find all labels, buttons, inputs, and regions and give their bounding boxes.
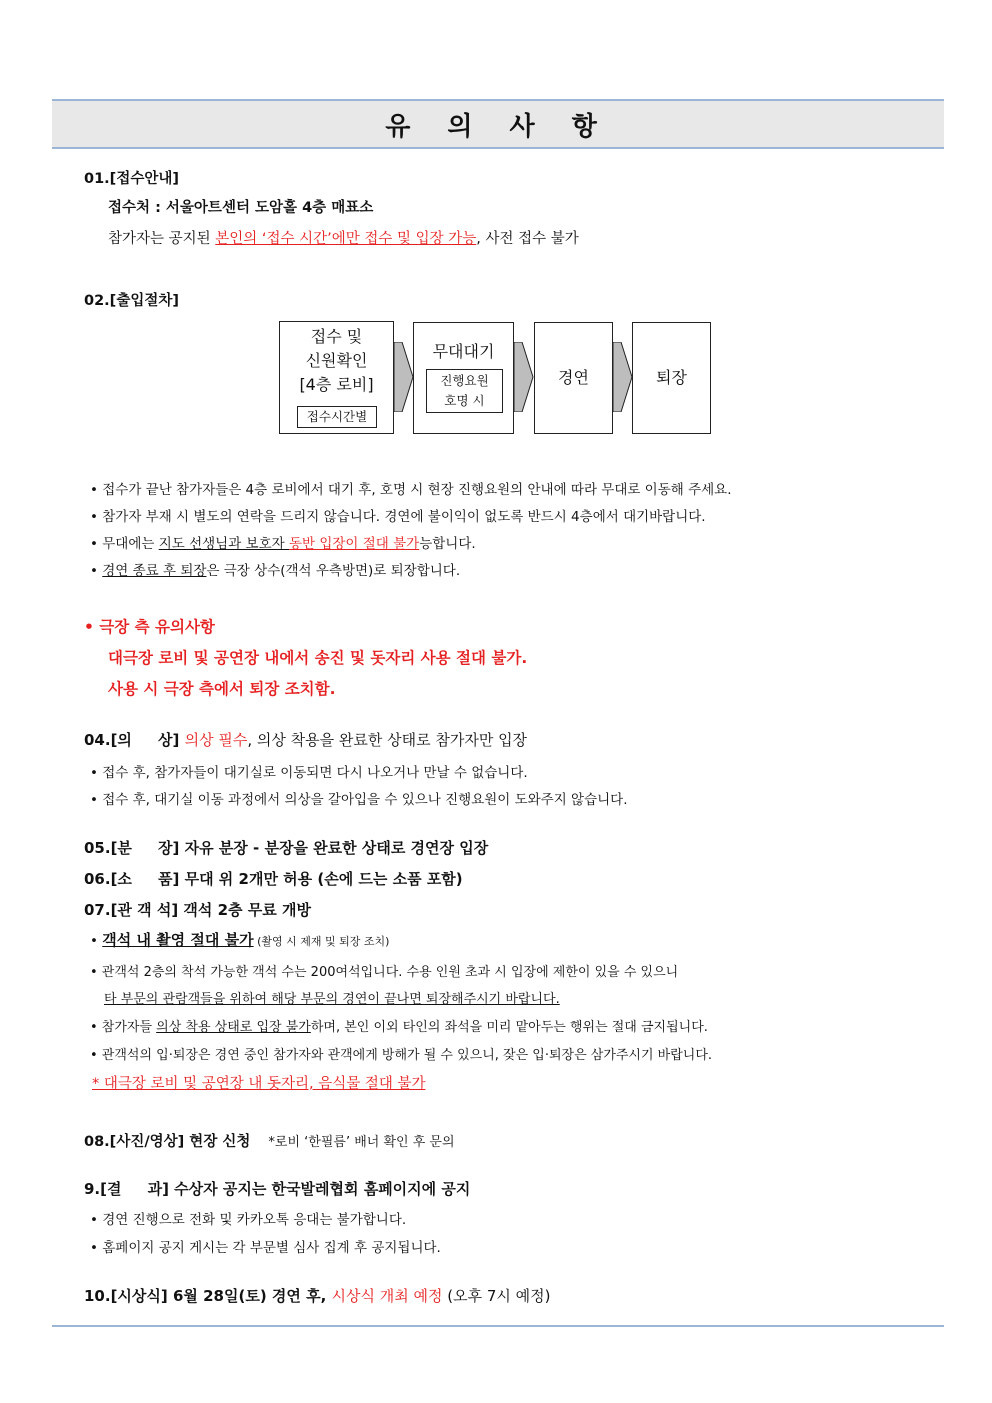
audience-bullet-3: • 참가자들 의상 착용 상태로 입장 불가하며, 본인 이외 타인의 좌석을 미리 맡아두는 행위는 절대 금지됩니다.: [90, 1020, 708, 1035]
results-bullet-1: • 경연 진행으로 전화 및 카카오톡 응대는 불가합니다.: [90, 1212, 407, 1228]
section-02-heading: 02.[출입절차]: [84, 293, 179, 309]
procedure-bullet-3: • 무대에는 지도 선생님과 보호자 동반 입장이 절대 불가능합니다.: [90, 536, 476, 552]
theater-notice-line-1: 대극장 로비 및 공연장 내에서 송진 및 돗자리 사용 절대 불가.: [108, 649, 528, 667]
costume-bullet-2: • 접수 후, 대기실 이동 과정에서 의상을 갈아입을 수 있으나 진행요원이 도와주지 않습니다.: [90, 792, 628, 808]
flow-step-waiting-note: 진행요원 호명 시: [426, 369, 503, 413]
audience-bullet-2: • 관객석 2층의 착석 가능한 객석 수는 200여석입니다. 수용 인원 초과 시 입장에 제한이 있을 수 있으니: [90, 965, 679, 980]
audience-bullet-4: • 관객석의 입·퇴장은 경연 중인 참가자와 관객에게 방해가 될 수 있으니, 잦은 입·퇴장은 삼가주시기 바랍니다.: [90, 1048, 713, 1063]
flow-step-reception-note: 접수시간별: [297, 406, 377, 428]
flow-arrow-2: [514, 342, 534, 412]
section-01-heading: 01.[접수안내]: [84, 171, 179, 187]
theater-notice-line-2: 사용 시 극장 측에서 퇴장 조치함.: [108, 680, 336, 698]
flow-step-performance: 경연: [534, 322, 613, 434]
section-05-makeup: 05.[분 장] 자유 분장 - 분장을 완료한 상태로 경연장 입장: [84, 839, 489, 857]
audience-bullet-2-cont: 타 부문의 관람객들을 위하여 해당 부문의 경연이 끝나면 퇴장해주시기 바랍니다.: [104, 992, 560, 1007]
audience-warning: * 대극장 로비 및 공연장 내 돗자리, 음식물 절대 불가: [92, 1076, 426, 1092]
results-bullet-2: • 홈페이지 공지 게시는 각 부문별 심사 집계 후 공지됩니다.: [90, 1240, 441, 1256]
section-07-heading: 07.[관 객 석] 객석 2층 무료 개방: [84, 901, 311, 919]
reception-location: 접수처 : 서울아트센터 도암홀 4층 매표소: [108, 200, 374, 216]
section-04-heading: 04.[의 상] 의상 필수, 의상 착용을 완료한 상태로 참가자만 입장: [84, 731, 528, 749]
procedure-bullet-4: • 경연 종료 후 퇴장은 극장 상수(객석 우측방면)로 퇴장합니다.: [90, 563, 461, 579]
bottom-rule: [52, 1325, 944, 1327]
flow-arrow-1: [394, 342, 414, 412]
procedure-bullet-2: • 참가자 부재 시 별도의 연락을 드리지 않습니다. 경연에 불이익이 없도록 반드시 4층에서 대기바랍니다.: [90, 509, 706, 525]
flow-step-reception: 접수 및 신원확인 [4층 로비] 접수시간별: [279, 321, 394, 434]
title-bar: [52, 99, 944, 149]
page-title: 유 의 사 항: [385, 111, 611, 142]
theater-notice-heading: • 극장 측 유의사항: [84, 618, 215, 636]
section-10-award: 10.[시상식] 6월 28일(토) 경연 후, 시상식 개최 예정 (오후 7시 예정): [84, 1287, 551, 1305]
flow-step-waiting: 무대대기 진행요원 호명 시: [413, 322, 514, 434]
section-09-heading: 9.[결 과] 수상자 공지는 한국발레협회 홈페이지에 공지: [84, 1180, 471, 1198]
flow-arrow-3: [613, 342, 633, 412]
section-06-props: 06.[소 품] 무대 위 2개만 허용 (손에 드는 소품 포함): [84, 870, 463, 888]
audience-bullet-1: • 객석 내 촬영 절대 불가 (촬영 시 제재 및 퇴장 조치): [90, 931, 390, 949]
reception-rule: 참가자는 공지된 본인의 ‘접수 시간’에만 접수 및 입장 가능, 사전 접수 불가: [108, 231, 579, 247]
costume-bullet-1: • 접수 후, 참가자들이 대기실로 이동되면 다시 나오거나 만날 수 없습니다.: [90, 765, 528, 781]
flow-step-exit: 퇴장: [632, 322, 711, 434]
procedure-bullet-1: • 접수가 끝난 참가자들은 4층 로비에서 대기 후, 호명 시 현장 진행요원의 안내에 따라 무대로 이동해 주세요.: [90, 482, 732, 498]
section-08: 08.[사진/영상] 현장 신청 *로비 ‘한필름’ 배너 확인 후 문의: [84, 1134, 455, 1150]
